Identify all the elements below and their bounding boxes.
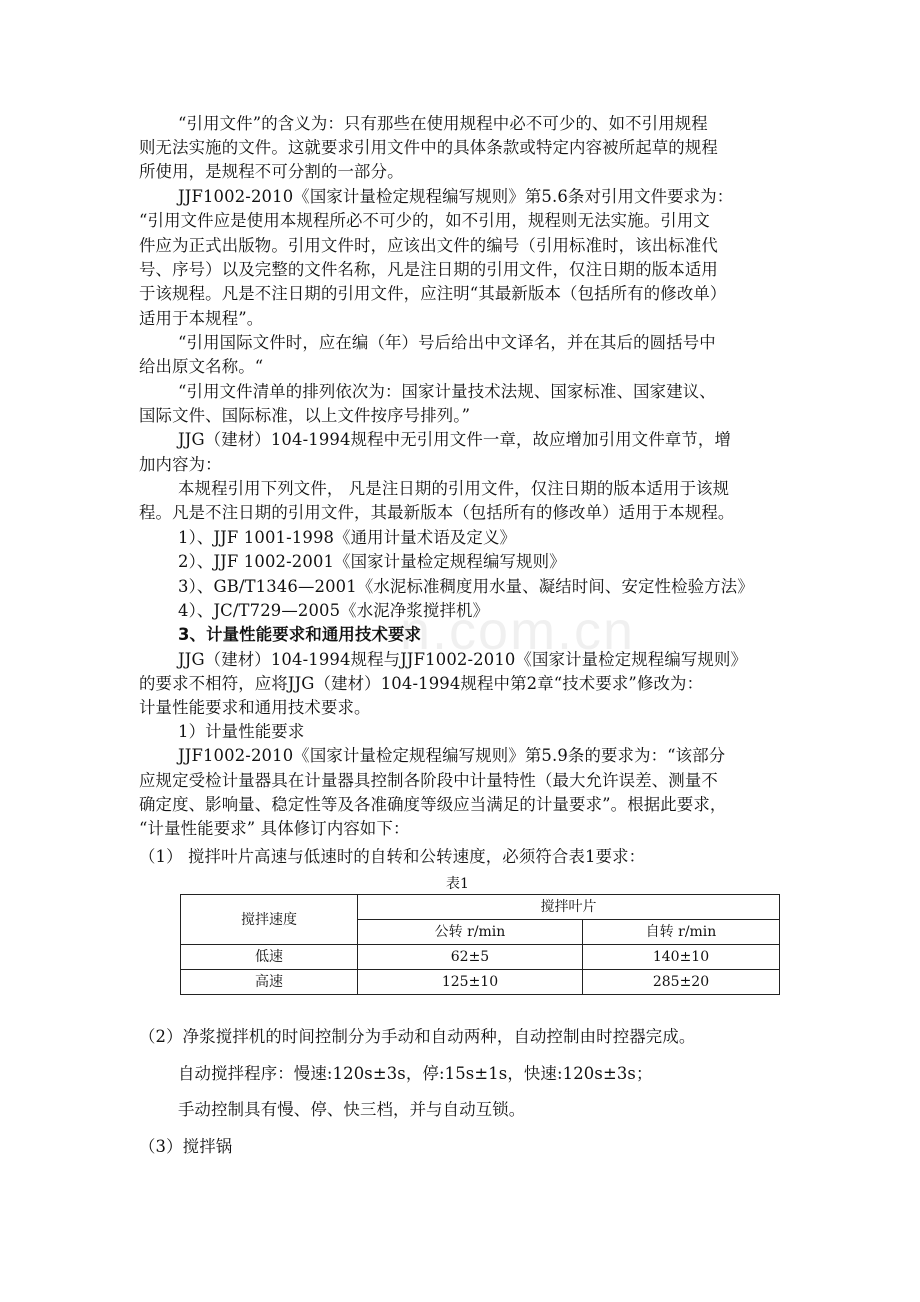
reference-item: 2）、JJF 1002-2001《国家计量检定规程编写规则》 [178,552,566,571]
body-line: JJF1002-2010《国家计量检定规程编写规则》第5.6条对引用文件要求为： [178,187,734,206]
body-line: “引用文件应是使用本规程所必不可少的，如不引用，规程则无法实施。引用文 [139,211,710,230]
body-line: JJF1002-2010《国家计量检定规程编写规则》第5.9条的要求为：“该部分 [178,746,726,765]
body-line: 号、序号）以及完整的文件名称，凡是注日期的引用文件，仅注日期的版本适用 [139,260,718,279]
speed-cell: 高速 [181,970,358,995]
body-line: 应规定受检计量器具在计量器具控制各阶段中计量特性（最大允许误差、测量不 [139,771,718,790]
body-line: 国际文件、国际标准，以上文件按序号排列。” [139,406,471,425]
rotation-cell: 140±10 [583,945,780,970]
subsection-heading: 1）计量性能要求 [178,722,305,741]
body-line: 本规程引用下列文件， 凡是注日期的引用文件，仅注日期的版本适用于该规 [178,479,730,498]
section-heading: 3、计量性能要求和通用技术要求 [178,625,422,644]
header-revolution: 公转 r/min [358,920,583,945]
header-rotation: 自转 r/min [583,920,780,945]
body-line: 所使用，是规程不可分割的一部分。 [139,162,404,181]
reference-item: 3）、GB/T1346—2001《水泥标准稠度用水量、凝结时间、安定性检验方法》 [178,577,754,596]
body-line: “引用文件清单的排列依次为：国家计量技术法规、国家标准、国家建议、 [178,382,716,401]
table-caption: 表1 [446,876,469,892]
body-line: （3）搅拌锅 [139,1137,233,1156]
header-speed: 搅拌速度 [181,895,358,945]
rotation-cell: 285±20 [583,970,780,995]
speed-table [180,894,780,995]
body-line: JJG（建材）104-1994规程中无引用文件一章，故应增加引用文件章节，增 [178,430,732,449]
revolution-cell: 62±5 [358,945,583,970]
header-blade: 搅拌叶片 [358,895,780,920]
table-row [181,945,780,970]
body-line: （1） 搅拌叶片高速与低速时的自转和公转速度，必须符合表1要求： [139,847,646,866]
speed-cell: 低速 [181,945,358,970]
reference-item: 4）、JC/T729—2005《水泥净浆搅拌机》 [178,601,490,620]
body-line: JJG（建材）104-1994规程与JJF1002-2010《国家计量检定规程编写规则》 [178,650,748,669]
revolution-cell: 125±10 [358,970,583,995]
body-line: “引用文件”的含义为：只有那些在使用规程中必不可少的、如不引用规程 [178,114,708,133]
body-line: 手动控制具有慢、停、快三档，并与自动互锁。 [178,1100,526,1119]
body-line: 计量性能要求和通用技术要求。 [139,698,371,717]
reference-item: 1）、JJF 1001-1998《通用计量术语及定义》 [178,528,517,547]
body-line: 件应为正式出版物。引用文件时，应该出文件的编号（引用标准时，该出标准代 [139,236,718,255]
watermark: n.com.cn [400,601,636,661]
body-line: 确定度、影响量、稳定性等及各准确度等级应当满足的计量要求”。根据此要求， [139,795,727,814]
body-line: 适用于本规程”。 [139,309,264,328]
body-line: 自动搅拌程序：慢速:120s±3s，停:15s±1s，快速:120s±3s； [178,1064,653,1083]
body-line: 的要求不相符，应将JJG（建材）104-1994规程中第2章“技术要求”修改为： [139,674,704,693]
body-line: （2）净浆搅拌机的时间控制分为手动和自动两种，自动控制由时控器完成。 [139,1027,696,1046]
body-line: 加内容为： [139,455,222,474]
body-line: 程。凡是不注日期的引用文件，其最新版本（包括所有的修改单）适用于本规程。 [139,503,735,522]
body-line: “计量性能要求” 具体修订内容如下： [139,819,410,838]
body-line: “引用国际文件时，应在编（年）号后给出中文译名，并在其后的圆括号中 [178,333,716,352]
body-line: 给出原文名称。“ [139,357,264,376]
table-row [181,970,780,995]
body-line: 则无法实施的文件。这就要求引用文件中的具体条款或特定内容被所起草的规程 [139,138,718,157]
body-line: 于该规程。凡是不注日期的引用文件，应注明“其最新版本（包括所有的修改单） [139,284,727,303]
